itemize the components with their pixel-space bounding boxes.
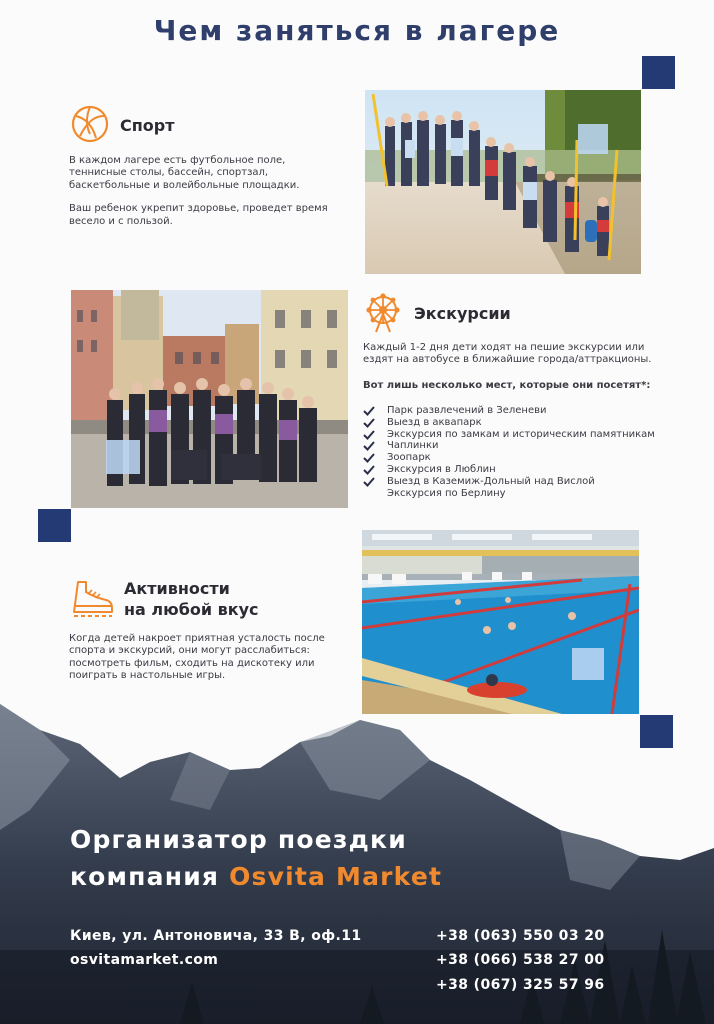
list-item-label: Чаплинки [387, 440, 439, 452]
text-line: Когда детей накроет приятная усталость после [69, 633, 325, 644]
list-item [363, 405, 673, 417]
list-item [363, 488, 673, 500]
sport-text [69, 155, 349, 228]
activities-heading-line: Активности [124, 579, 230, 598]
excursions-heading: Экскурсии [414, 304, 511, 323]
photo-group-old-town [71, 290, 348, 508]
text-line: посмотреть фильм, сходить на дискотеку или [69, 657, 315, 669]
photo-beach-kayak [365, 90, 641, 274]
list-item-label: Выезд в аквапарк [387, 416, 482, 428]
activities-heading [124, 578, 259, 620]
footer-title-prefix: компания [70, 862, 220, 891]
check-icon [363, 465, 375, 475]
website-link[interactable]: osvitamarket.com [70, 952, 219, 968]
text-line: поиграть в настольные игры. [69, 670, 226, 682]
list-item [363, 476, 673, 488]
phone-number[interactable]: +38 (067) 325 57 96 [436, 977, 605, 993]
phone-number[interactable]: +38 (066) 538 27 00 [436, 952, 605, 968]
list-item-label: Экскурсия в Люблин [387, 463, 496, 475]
list-item-label: Экскурсия по замкам и историческим памятникам [387, 428, 655, 440]
volleyball-icon [70, 104, 110, 144]
text-line: теннисные столы, бассейн, спортзал, [69, 167, 269, 179]
check-icon [363, 406, 375, 416]
text-line: весело и с пользой. [69, 215, 173, 227]
list-item-label: Выезд в Каземиж-Дольный над Вислой [387, 475, 595, 487]
list-item [363, 417, 673, 429]
list-item [363, 464, 673, 476]
check-icon [363, 441, 375, 451]
decor-square-light [572, 648, 604, 680]
excursions-subheading: Вот лишь несколько мест, которые они посетят*: [363, 380, 651, 391]
sport-heading: Спорт [120, 116, 175, 135]
text-line: Ваш ребенок укрепит здоровье, проведет время [69, 203, 328, 215]
text-line: В каждом лагере есть футбольное поле, [69, 155, 286, 166]
text-line: баскетбольные и волейбольные площадки. [69, 179, 300, 191]
text-line: ездят на автобусе в ближайшие города/аттракционы. [363, 354, 652, 366]
footer-title-line2 [70, 862, 442, 891]
phone-number[interactable]: +38 (063) 550 03 20 [436, 928, 605, 944]
check-icon [363, 453, 375, 463]
excursions-list [363, 405, 673, 499]
excursions-text [363, 342, 663, 367]
activities-heading-line: на любой вкус [124, 600, 259, 619]
mountain-background [0, 690, 714, 1024]
list-item-label: Парк развлечений в Зеленеви [387, 405, 547, 416]
brand-name: Osvita Market [229, 862, 443, 891]
address: Киев, ул. Антоновича, 33 В, оф.11 [70, 928, 362, 944]
list-item [363, 452, 673, 464]
footer-title-line1: Организатор поездки [70, 825, 407, 854]
page-title: Чем заняться в лагере [153, 14, 561, 47]
list-item-label: Экскурсия по Берлину [387, 487, 506, 499]
sneaker-icon [70, 578, 114, 622]
list-item [363, 429, 673, 441]
activities-text [69, 633, 349, 683]
check-icon [363, 430, 375, 440]
check-icon [363, 418, 375, 428]
text-line: спорта и экскурсий, они могут расслабиться: [69, 645, 310, 657]
list-item-label: Зоопарк [387, 452, 431, 464]
text-line: Каждый 1-2 дня дети ходят на пешие экскурсии или [363, 342, 645, 353]
list-item [363, 440, 673, 452]
decor-square-light [106, 440, 140, 474]
decor-square-light [578, 124, 608, 154]
check-icon [363, 477, 375, 487]
decor-square-top-right [642, 56, 675, 89]
photo-swimming-pool [362, 530, 639, 714]
ferris-wheel-icon [362, 292, 404, 334]
decor-square-left [38, 509, 71, 542]
